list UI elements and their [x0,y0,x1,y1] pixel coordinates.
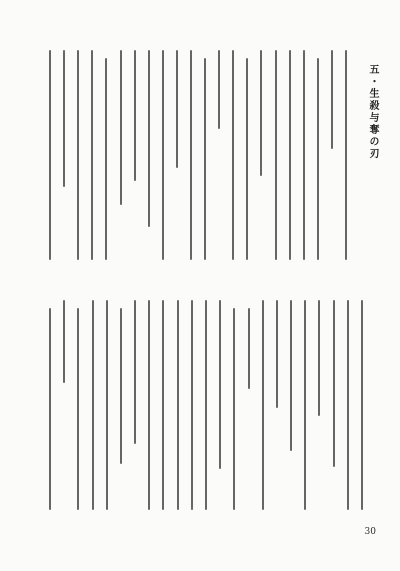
text-column [303,50,305,260]
text-column [105,58,107,260]
text-column [77,308,79,510]
text-column [134,50,136,181]
text-column [92,300,94,510]
chapter-title: 五・生殺与奪の刃 [367,64,378,160]
text-column [347,300,349,510]
text-column [204,58,206,260]
text-column [260,50,262,176]
body-text-bottom-band [42,300,368,510]
text-column [191,300,193,510]
page-number: 30 [364,527,376,537]
text-column [262,300,264,510]
text-column [232,50,234,260]
text-column [205,300,207,510]
text-column [317,58,319,260]
text-column [162,50,164,260]
text-column [106,300,108,510]
text-column [49,50,51,260]
text-column [49,308,51,510]
text-column [331,50,333,149]
text-column [148,50,150,227]
text-column [176,50,178,168]
text-column [333,300,335,467]
text-column [318,300,320,416]
text-column [361,300,363,510]
text-column [246,58,248,260]
text-column [290,300,292,451]
text-column [190,50,192,260]
text-column [289,50,291,260]
text-column [77,50,79,260]
text-column [120,308,122,464]
text-column [162,300,164,510]
text-column [219,300,221,469]
text-column [63,300,65,383]
body-text-top-band [42,50,352,260]
text-column [91,50,93,260]
text-column [276,300,278,408]
text-column [304,300,306,510]
text-column [120,50,122,205]
text-column [148,300,150,510]
text-column [134,300,136,444]
text-column [233,308,235,510]
text-column [275,50,277,260]
text-column [218,50,220,129]
text-column [345,50,347,260]
text-column [248,308,250,389]
text-column [177,300,179,510]
text-column [63,50,65,187]
